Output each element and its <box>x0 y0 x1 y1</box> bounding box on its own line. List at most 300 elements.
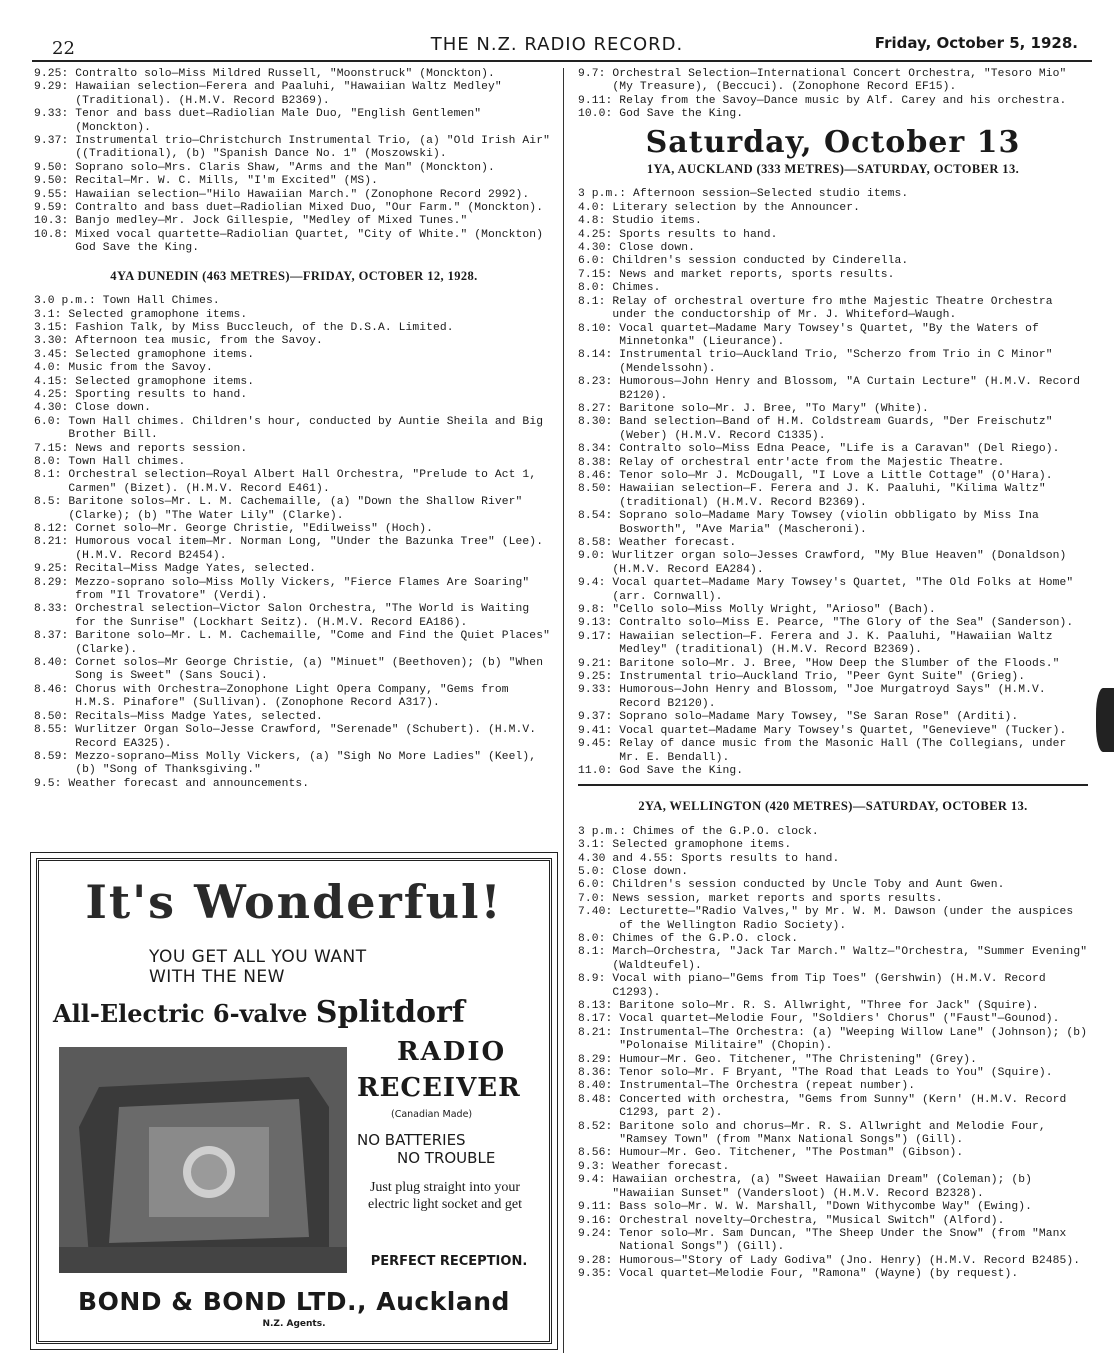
program-time: 9.17: <box>578 630 620 643</box>
program-description: Town Hall Chimes. <box>102 295 220 308</box>
publication-title: THE N.Z. RADIO RECORD. <box>430 34 684 55</box>
program-time: 8.13: <box>578 1000 620 1012</box>
program-description: Afternoon session—Selected studio items. <box>633 188 909 201</box>
program-item <box>34 349 554 362</box>
program-time: 3.45: <box>34 348 76 361</box>
program-time: 3.15: <box>34 321 76 334</box>
program-time: 9.5: <box>34 777 69 790</box>
program-time: 8.0: <box>34 455 69 468</box>
program-time: 4.25: <box>34 388 76 401</box>
program-time: 7.40: <box>578 906 620 919</box>
program-item <box>578 1080 1088 1093</box>
program-time: 11.0: <box>578 764 620 777</box>
program-time: 8.1: <box>578 946 613 959</box>
program-description: Weather forecast. <box>619 537 737 549</box>
program-item <box>578 853 1088 866</box>
program-item <box>578 376 1088 403</box>
program-item <box>578 95 1088 108</box>
program-item <box>578 1121 1088 1148</box>
program-item <box>34 751 554 778</box>
program-time: 3 p.m.: <box>578 188 634 201</box>
program-description: Relay of dance music from the Masonic Hall (The Collegians, under Mr. E. Bendall). <box>619 738 1067 764</box>
program-description: Chimes of the G.P.O. clock. <box>633 825 819 838</box>
program-description: Relay from the Savoy—Dance music by Alf. Carey and his orchestra. <box>619 94 1067 107</box>
program-description: Chimes of the G.P.O. clock. <box>612 932 799 945</box>
program-time: 4.0: <box>578 201 613 214</box>
dunedin-programs <box>34 295 554 791</box>
program-time: 9.37: <box>578 711 620 724</box>
ad-just-plug: Just plug straight into your electric light socket and get <box>368 1180 522 1212</box>
program-item <box>34 724 554 751</box>
program-item <box>578 671 1088 684</box>
program-item <box>578 1201 1088 1214</box>
program-time: 8.34: <box>578 443 620 456</box>
program-description: Baritone solo—Mr. J. Bree, "How Deep the Slumber of the Floods." <box>619 657 1060 670</box>
program-time: 10.8: <box>34 228 76 241</box>
program-time: 9.33: <box>34 108 76 121</box>
program-time: 9.25: <box>34 68 76 80</box>
section-rule <box>578 784 1088 786</box>
program-item <box>34 443 554 456</box>
program-item <box>578 403 1088 416</box>
program-description: Recital—Miss Madge Yates, selected. <box>75 563 317 576</box>
program-time: 8.0: <box>578 932 613 945</box>
program-item <box>578 933 1088 946</box>
program-time: 9.7: <box>578 68 613 80</box>
program-description: News and reports session. <box>75 442 248 455</box>
program-description: Afternoon tea music, from the Savoy. <box>75 335 323 348</box>
ad-subline <box>149 947 367 987</box>
program-description: Soprano solo—Madame Mary Towsey (violin obbligato by Miss Ina Bosworth", "Ave Maria" (Mascheroni). <box>619 510 1039 536</box>
program-description: Vocal quartet—Madame Mary Towsey's Quartet, "Genevieve" (Tucker). <box>619 724 1067 737</box>
program-item <box>34 577 554 604</box>
ad-receiver: RECEIVER <box>357 1073 521 1103</box>
program-description: March—Orchestra, "Jack Tar March." Waltz—"Orchestra, "Summer Evening" (Waldteufel). <box>612 946 1088 972</box>
program-item <box>578 296 1088 323</box>
program-description: Tenor and bass duet—Radiolian Male Duo, "English Gentlemen" (Monckton). <box>75 108 482 134</box>
program-description: Recital—Mr. W. C. Mills, "I'm Excited" (MS). <box>75 175 378 188</box>
program-item <box>578 906 1088 933</box>
program-time: 8.12: <box>34 523 76 535</box>
program-description: Relay of orchestral overture fro mthe Majestic Theatre Orchestra under the conductorship of Mr. J. Whiteford—Waugh. <box>612 295 1053 322</box>
program-time: 8.9: <box>578 973 613 986</box>
ad-no-batteries: NO BATTERIES <box>357 1131 466 1149</box>
program-item <box>578 946 1088 973</box>
program-description: Vocal with piano—"Gems from Tip Toes" (Gershwin) (H.M.V. Record C1293). <box>612 973 1046 999</box>
program-time: 9.50: <box>34 161 76 174</box>
program-item <box>34 630 554 657</box>
program-time: 8.37: <box>34 630 76 643</box>
program-item <box>578 1174 1088 1201</box>
program-description: Chimes. <box>612 282 661 295</box>
program-time: 8.36: <box>578 1067 620 1080</box>
program-description: Soprano solo—Mrs. Claris Shaw, "Arms and the Man" (Monckton). <box>75 161 495 174</box>
ad-subline-1: YOU GET ALL YOU WANT <box>149 947 367 967</box>
program-time: 4.25: <box>578 228 620 241</box>
program-description: Wurlitzer organ solo—Jesses Crawford, "My Blue Heaven" (Donaldson) (H.M.V. Record EA284). <box>612 550 1067 576</box>
program-description: Humorous—"Story of Lady Godiva" (Jno. Henry) (H.M.V. Record B2485). <box>619 1254 1081 1267</box>
program-time: 6.0: <box>34 415 69 428</box>
program-description: Music from the Savoy. <box>68 362 213 375</box>
program-time: 4.15: <box>34 375 76 388</box>
program-description: Baritone solo—Mr. J. Bree, "To Mary" (White). <box>619 402 929 415</box>
program-time: 9.21: <box>578 657 620 670</box>
program-time: 9.35: <box>578 1268 620 1281</box>
program-time: 8.50: <box>578 483 620 496</box>
program-time: 9.50: <box>34 175 76 188</box>
program-time: 9.13: <box>578 617 620 630</box>
program-time: 9.29: <box>34 81 76 94</box>
program-item <box>578 229 1088 242</box>
program-description: Weather forecast and announcements. <box>68 777 310 790</box>
program-time: 8.58: <box>578 537 620 549</box>
program-item <box>578 973 1088 1000</box>
program-time: 7.0: <box>578 892 613 905</box>
wellington-heading: 2YA, WELLINGTON (420 METRES)—SATURDAY, OCTOBER 13. <box>638 799 1028 814</box>
program-time: 8.38: <box>578 456 620 469</box>
program-time: 9.55: <box>34 188 76 201</box>
program-item <box>34 711 554 724</box>
program-item <box>578 604 1088 617</box>
program-description: Baritone solo and chorus—Mr. R. S. Allwright and Melodie Four, "Ramsey Town" (from "Manx National Songs") (Gill). <box>619 1120 1046 1147</box>
program-time: 7.15: <box>34 442 76 455</box>
program-item <box>578 510 1088 537</box>
program-description: Hawaiian selection—"Hilo Hawaiian March." (Zonophone Record 2992). <box>75 188 530 201</box>
program-description: Baritone solos—Mr. L. M. Cachemaille, (a) "Down the Shallow River" (Clarke); (b) "The Water Lily" (Clarke). <box>68 496 523 522</box>
program-description: Instrumental trio—Christchurch Instrumental Trio, (a) "Old Irish Air" ((Traditional), (b) "Spanish Dance No. 1" (Moszowski). <box>75 135 550 161</box>
program-description: Selected gramophone items. <box>68 308 248 321</box>
program-description: Orchestral selection—Victor Salon Orchestra, "The World is Waiting for the Sunrise" (Lockhart Seitz). (H.M.V. Record EA186). <box>75 603 530 629</box>
ad-headline: It's Wonderful! <box>85 875 503 929</box>
program-item <box>578 1000 1088 1013</box>
program-item <box>578 323 1088 350</box>
program-item <box>34 295 554 308</box>
program-item <box>34 68 554 81</box>
program-time: 9.59: <box>34 202 76 215</box>
program-time: 8.33: <box>34 603 76 616</box>
dunedin-heading: 4YA DUNEDIN (463 METRES)—FRIDAY, OCTOBER 12, 1928. <box>110 268 478 283</box>
program-description: Selected gramophone items. <box>75 348 255 361</box>
program-item <box>34 189 554 202</box>
program-item <box>578 202 1088 215</box>
program-item <box>578 1255 1088 1268</box>
day-heading: Saturday, October 13 <box>645 124 1021 160</box>
ad-agents: N.Z. Agents. <box>262 1319 326 1329</box>
program-description: Contralto solo—Miss E. Pearce, "The Glory of the Sea" (Sanderson). <box>619 617 1074 630</box>
program-description: Orchestral Selection—International Concert Orchestra, "Tesoro Mio" (My Treasure), (Beccuci). (Zonophone Record EF15). <box>612 68 1067 94</box>
program-description: Instrumental—The Orchestra (repeat number). <box>619 1080 916 1093</box>
program-description: News session, market reports and sports results. <box>612 892 943 905</box>
program-description: Humorous—John Henry and Blossom, "A Curtain Lecture" (H.M.V. Record B2120). <box>619 376 1081 402</box>
program-description: Hawaiian selection—Ferera and Paaluhi, "Hawaiian Waltz Medley" (Traditional). (H.M.V. Record B2369). <box>75 81 502 107</box>
program-item <box>578 725 1088 738</box>
program-item <box>578 866 1088 879</box>
program-description: Hawaiian selection—F. Ferera and J. K. Paaluhi, "Kilima Waltz" (traditional) (H.M.V. Record B2369). <box>619 483 1046 509</box>
program-time: 9.3: <box>578 1160 613 1173</box>
program-description: Mixed vocal quartette—Radiolian Quartet, "City of White." (Monckton) God Save the King. <box>75 228 544 255</box>
program-item <box>34 202 554 215</box>
program-time: 8.1: <box>34 469 69 482</box>
program-description: Contralto solo—Miss Edna Peace, "Life is a Caravan" (Del Riego). <box>619 443 1060 456</box>
program-description: Literary selection by the Announcer. <box>612 201 861 214</box>
program-time: 8.23: <box>578 376 620 389</box>
ad-brand: Splitdorf <box>315 995 465 1030</box>
program-time: 4.30: <box>578 242 620 255</box>
program-time: 3 p.m.: <box>578 825 634 838</box>
program-item <box>34 402 554 415</box>
program-item <box>34 309 554 322</box>
program-description: Baritone solo—Mr. L. M. Cachemaille, "Come and Find the Quiet Places" (Clarke). <box>75 630 550 656</box>
program-description: Town Hall chimes. <box>68 455 186 468</box>
program-time: 8.59: <box>34 750 76 763</box>
program-description: Humorous—John Henry and Blossom, "Joe Murgatroyd Says" (H.M.V. Record B2120). <box>619 684 1046 710</box>
program-item <box>578 1215 1088 1228</box>
program-item <box>34 684 554 711</box>
program-item <box>578 1067 1088 1080</box>
program-item <box>578 711 1088 724</box>
program-description: God Save the King. <box>619 108 744 121</box>
program-description: Instrumental trio—Auckland Trio, "Peer Gynt Suite" (Grieg). <box>619 671 1026 684</box>
program-time: 3.1: <box>578 839 613 852</box>
program-item <box>578 349 1088 376</box>
program-item <box>34 135 554 162</box>
program-time: 6.0: <box>578 255 613 268</box>
program-description: Cornet solos—Mr George Christie, (a) "Minuet" (Beethoven); (b) "When Song is Sweet" (Sans Souci). <box>75 657 544 683</box>
program-description: Tenor solo—Mr J. McDougall, "I Love a Little Cottage" (O'Hara). <box>619 469 1053 482</box>
program-item <box>34 496 554 523</box>
program-item <box>578 416 1088 443</box>
program-description: Vocal quartet—Melodie Four, "Soldiers' Chorus" ("Faust"—Gounod). <box>619 1013 1060 1026</box>
program-item <box>34 536 554 563</box>
ad-no-trouble: NO TROUBLE <box>397 1149 496 1167</box>
program-time: 4.0: <box>34 362 69 375</box>
program-time: 8.27: <box>578 402 620 415</box>
program-description: Relay of orchestral entr'acte from the Majestic Theatre. <box>619 456 1005 469</box>
ad-canadian-made: (Canadian Made) <box>391 1109 473 1120</box>
program-item <box>578 457 1088 470</box>
program-description: Contralto and bass duet—Radiolian Mixed Duo, "Our Farm." (Monckton). <box>75 202 544 215</box>
program-time: 9.33: <box>578 684 620 697</box>
program-time: 9.4: <box>578 1174 613 1187</box>
program-time: 9.41: <box>578 724 620 737</box>
program-item <box>578 537 1088 550</box>
program-item <box>578 684 1088 711</box>
program-time: 8.54: <box>578 510 620 523</box>
advertisement <box>36 858 552 1344</box>
program-time: 8.1: <box>578 295 613 308</box>
program-time: 8.30: <box>578 416 620 429</box>
program-item <box>34 322 554 335</box>
program-item <box>34 335 554 348</box>
program-time: 8.29: <box>578 1053 620 1066</box>
program-item <box>578 269 1088 282</box>
program-time: 8.48: <box>578 1093 620 1106</box>
program-item <box>34 108 554 135</box>
program-description: Vocal quartet—Madame Mary Towsey's Quartet, "The Old Folks at Home" (arr. Cornwall). <box>612 577 1074 603</box>
program-item <box>578 893 1088 906</box>
program-description: Mezzo-soprano solo—Miss Molly Vickers, "Fierce Flames Are Soaring" from "Il Trovatore" (Verdi). <box>75 576 530 603</box>
program-item <box>578 658 1088 671</box>
program-item <box>34 657 554 684</box>
program-time: 9.0: <box>578 550 613 563</box>
header-rule <box>32 60 1092 62</box>
program-description: Sporting results to hand. <box>75 388 248 401</box>
program-time: 8.50: <box>34 710 76 723</box>
program-item <box>578 255 1088 268</box>
ad-product-line <box>53 995 543 1030</box>
program-description: Recitals—Miss Madge Yates, selected. <box>75 710 323 723</box>
program-description: Orchestral novelty—Orchestra, "Musical Switch" (Alford). <box>619 1214 1005 1227</box>
program-item <box>578 1094 1088 1121</box>
program-description: Humour—Mr. Geo. Titchener, "The Postman" (Gibson). <box>619 1147 964 1160</box>
program-description: Hawaiian selection—F. Ferera and J. K. Paaluhi, "Hawaiian Waltz Medley" (traditional) (H.M.V. Record B2369). <box>619 630 1053 657</box>
ink-blot <box>1096 688 1114 752</box>
program-time: 8.10: <box>578 322 620 335</box>
ad-product-prefix: All-Electric 6-valve <box>53 999 308 1028</box>
program-description: Hawaiian orchestra, (a) "Sweet Hawaiian Dream" (Coleman); (b) "Hawaiian Sunset" (Vandersloot) (H.M.V. Record B2328). <box>612 1174 1033 1200</box>
program-description: News and market reports, sports results. <box>619 268 895 281</box>
program-item <box>34 416 554 443</box>
program-item <box>578 839 1088 852</box>
issue-date: Friday, October 5, 1928. <box>874 34 1078 52</box>
program-item <box>578 470 1088 483</box>
right-column <box>578 68 1088 1282</box>
program-time: 8.56: <box>578 1147 620 1160</box>
program-time: 3.0 p.m.: <box>34 295 103 308</box>
program-time: 9.45: <box>578 738 620 751</box>
program-item <box>578 1013 1088 1026</box>
program-time: 8.5: <box>34 496 69 509</box>
program-time: 8.40: <box>34 657 76 670</box>
program-description: Tenor solo—Mr. Sam Duncan, "The Sheep Under the Snow" (from "Manx National Songs") (Gill). <box>619 1227 1067 1254</box>
program-description: Vocal quartet—Melodie Four, "Ramona" (Wayne) (by request). <box>619 1268 1019 1281</box>
right-top-programs <box>578 68 1088 122</box>
page-number: 22 <box>52 38 75 59</box>
ad-subline-2: WITH THE NEW <box>149 967 285 987</box>
program-time: 3.1: <box>34 308 69 321</box>
program-description: Chorus with Orchestra—Zonophone Light Opera Company, "Gems from H.M.S. Pinafore" (Sullivan). (Zonophone Record A317). <box>75 683 509 710</box>
program-item <box>578 826 1088 839</box>
auckland-heading: 1YA, AUCKLAND (333 METRES)—SATURDAY, OCTOBER 13. <box>646 162 1020 177</box>
program-item <box>34 456 554 469</box>
program-item <box>578 1228 1088 1255</box>
program-description: Close down. <box>612 865 689 878</box>
program-description: Vocal quartet—Madame Mary Towsey's Quartet, "By the Waters of Minnetonka" (Lieurance). <box>619 322 1039 348</box>
program-time: 9.25: <box>578 671 620 684</box>
program-description: Tenor solo—Mr. F Bryant, "The Road that Leads to You" (Squire). <box>619 1067 1053 1080</box>
program-description: Bass solo—Mr. W. W. Marshall, "Down Withycombe Way" (Ewing). <box>619 1201 1033 1214</box>
program-description: Soprano solo—Madame Mary Towsey, "Se Saran Rose" (Arditi). <box>619 711 1019 724</box>
program-description: Humorous vocal item—Mr. Norman Long, "Under the Bazunka Tree" (Lee). (H.M.V. Record B2454). <box>75 536 544 562</box>
program-item <box>578 108 1088 121</box>
ad-radio: RADIO <box>397 1037 507 1067</box>
program-item <box>578 550 1088 577</box>
program-item <box>34 376 554 389</box>
program-time: 8.55: <box>34 724 76 737</box>
radio-receiver-image <box>59 1047 347 1273</box>
program-time: 8.52: <box>578 1120 620 1133</box>
program-description: Children's session conducted by Uncle Toby and Aunt Gwen. <box>612 879 1005 892</box>
program-item <box>34 603 554 630</box>
program-item <box>34 563 554 576</box>
program-item <box>34 162 554 175</box>
program-item <box>578 215 1088 228</box>
program-item <box>578 617 1088 630</box>
page-header <box>0 0 1114 60</box>
program-description: Sports results to hand. <box>619 228 778 241</box>
program-time: 10.0: <box>578 108 620 121</box>
auckland-programs <box>578 188 1088 778</box>
program-description: Concerted with orchestra, "Gems from Sunny" (Kern' (H.M.V. Record C1293, part 2). <box>619 1093 1067 1120</box>
ad-perfect-reception: PERFECT RECEPTION. <box>370 1254 528 1269</box>
program-item <box>34 389 554 402</box>
program-time: 9.11: <box>578 1201 620 1214</box>
program-time: 4.30: <box>34 402 76 415</box>
program-item <box>578 577 1088 604</box>
program-description: Lecturette—"Radio Valves," by Mr. W. M. Dawson (under the auspices of the Wellington Radio Society). <box>619 906 1074 932</box>
program-description: Wurlitzer Organ Solo—Jesse Crawford, "Serenade" (Schubert). (H.M.V. Record EA325). <box>75 724 537 750</box>
program-time: 4.30 and 4.55: <box>578 852 682 865</box>
program-description: "Cello solo—Miss Molly Wright, "Arioso" (Bach). <box>612 604 936 617</box>
program-description: Selected gramophone items. <box>612 839 792 852</box>
program-time: 9.24: <box>578 1227 620 1240</box>
program-description: Baritone solo—Mr. R. S. Allwright, "Three for Jack" (Squire). <box>619 1000 1039 1012</box>
program-item <box>578 765 1088 778</box>
program-time: 5.0: <box>578 865 613 878</box>
program-description: Instrumental—The Orchestra: (a) "Weeping Willow Lane" (Johnson); (b) "Polonaise Militaire" (Chopin). <box>619 1026 1088 1053</box>
program-item <box>34 469 554 496</box>
program-item <box>34 215 554 228</box>
program-description: Cornet solo—Mr. George Christie, "Edilweiss" (Hoch). <box>75 523 434 535</box>
program-time: 3.30: <box>34 335 76 348</box>
program-time: 8.46: <box>578 469 620 482</box>
program-time: 9.16: <box>578 1214 620 1227</box>
program-time: 8.21: <box>578 1026 620 1039</box>
program-item <box>34 523 554 536</box>
column-divider <box>563 68 564 1353</box>
program-item <box>578 1147 1088 1160</box>
program-item <box>578 1161 1088 1174</box>
program-description: Banjo medley—Mr. Jock Gillespie, "Medley of Mixed Tunes." <box>75 215 468 228</box>
program-time: 9.37: <box>34 135 76 148</box>
program-time: 9.4: <box>578 577 613 590</box>
left-column <box>34 68 554 791</box>
program-time: 8.17: <box>578 1013 620 1026</box>
program-item <box>578 879 1088 892</box>
program-time: 8.46: <box>34 683 76 696</box>
program-time: 9.11: <box>578 94 620 107</box>
program-item <box>34 175 554 188</box>
program-time: 6.0: <box>578 879 613 892</box>
program-time: 7.15: <box>578 268 620 281</box>
program-item <box>34 778 554 791</box>
program-description: Selected gramophone items. <box>75 375 255 388</box>
program-time: 9.25: <box>34 563 76 576</box>
program-description: Close down. <box>619 242 695 255</box>
program-item <box>578 631 1088 658</box>
program-description: Mezzo-soprano—Miss Molly Vickers, (a) "Sigh No More Ladies" (Keel), (b) "Song of Thanksgiving." <box>75 750 537 777</box>
left-top-programs <box>34 68 554 256</box>
program-item <box>578 1027 1088 1054</box>
program-description: God Save the King. <box>619 764 744 777</box>
program-time: 9.8: <box>578 604 613 617</box>
program-time: 4.8: <box>578 215 613 228</box>
program-item <box>578 483 1088 510</box>
program-description: Instrumental trio—Auckland Trio, "Scherzo from Trio in C Minor" (Mendelssohn). <box>619 349 1053 375</box>
program-description: Close down. <box>75 402 151 415</box>
program-time: 8.40: <box>578 1080 620 1093</box>
program-time: 8.21: <box>34 536 76 549</box>
